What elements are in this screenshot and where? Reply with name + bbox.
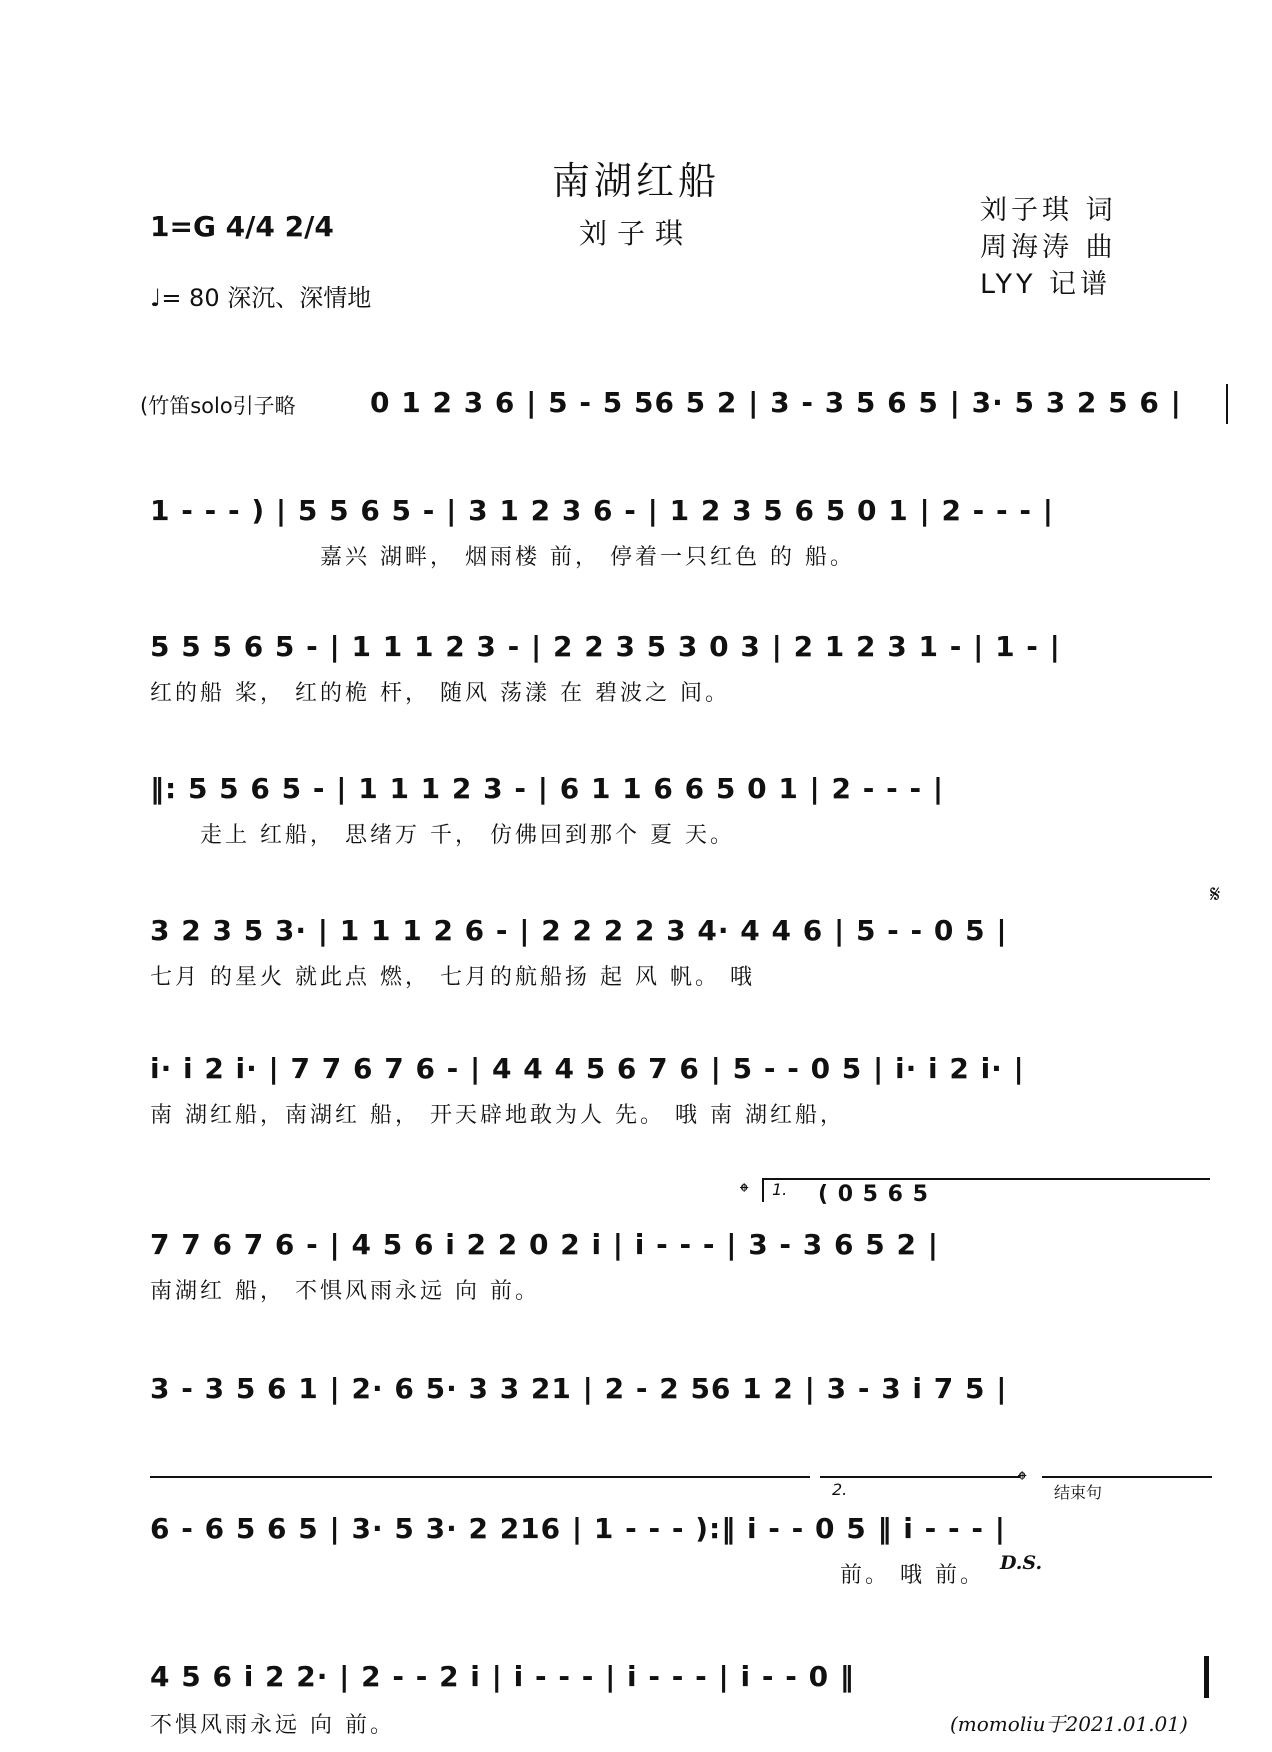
volta-1-number: 1. [772, 1180, 788, 1199]
ending-label: 结束句 [1054, 1483, 1103, 1502]
barline [1226, 384, 1228, 424]
coda-sign-2: 𝄌 [1018, 1466, 1027, 1494]
volta-1-bracket-start [762, 1178, 764, 1202]
credit-transcriber: LYY 记谱 [980, 269, 1112, 300]
system-3-notes: 5 5 5 6 5 - | 1 1 1 2 3 - | 2 2 3 5 3 0 3 | 2 1 2 3 1 - | 1 - | [150, 630, 1061, 663]
system-9-lyrics: 前。 哦 前。 [840, 1563, 985, 1588]
volta-1-fill: ( 0 5 6 5 [818, 1182, 929, 1207]
system-2-notes: 1 - - - ) | 5 5 6 5 - | 3 1 2 3 6 - | 1 2 3 5 6 5 0 1 | 2 - - - | [150, 494, 1055, 527]
coda-sign-1: 𝄌 [740, 1178, 749, 1206]
system-5-lyrics: 七月 的星火 就此点 燃， 七月的航船扬 起 风 帆。 哦 [150, 965, 755, 990]
system-9-notes: 6 - 6 5 6 5 | 3· 5 3· 2 216 | 1 - - - ):‖ i - - 0 5 ‖ i - - - | [150, 1512, 1006, 1545]
system-1-notes: 0 1 2 3 6 | 5 - 5 56 5 2 | 3 - 3 5 6 5 | 3· 5 3 2 5 6 | [370, 386, 1182, 419]
final-barline [1204, 1656, 1209, 1698]
system-10-notes: 4 5 6 i 2 2· | 2 - - 2 i | i - - - | i - - - | i - - 0 ‖ [150, 1660, 855, 1693]
system-3-lyrics: 红的船 桨， 红的桅 杆， 随风 荡漾 在 碧波之 间。 [150, 681, 730, 706]
tempo-marking: ♩= 80 深沉、深情地 [150, 284, 372, 312]
system-4-lyrics: 走上 红船， 思绪万 千， 仿佛回到那个 夏 天。 [200, 823, 735, 848]
signature-note: (momoliu于2021.01.01) [950, 1712, 1188, 1736]
system-7-notes: 7 7 6 7 6 - | 4 5 6 i 2 2 0 2 i | i - - - | 3 - 3 6 5 2 | [150, 1228, 939, 1261]
ending-bracket [1042, 1476, 1212, 1478]
volta-2-number: 2. [832, 1480, 848, 1499]
system-6-notes: i· i 2 i· | 7 7 6 7 6 - | 4 4 4 5 6 7 6 | 5 - - 0 5 | i· i 2 i· | [150, 1052, 1025, 1085]
volta-line [150, 1476, 810, 1478]
system-10-lyrics: 不惧风雨永远 向 前。 [150, 1713, 395, 1738]
key-signature: 1=G 4/4 2/4 [150, 210, 334, 243]
page-title: 南湖红船 [551, 159, 720, 203]
credit-composer: 周海涛 曲 [980, 232, 1117, 263]
system-8-notes: 3 - 3 5 6 1 | 2· 6 5· 3 3 21 | 2 - 2 56 1 2 | 3 - 3 i 7 5 | [150, 1372, 1008, 1405]
volta-2-bracket [820, 1476, 1020, 1478]
intro-label: (竹笛solo引子略 [140, 394, 296, 418]
system-6-lyrics: 南 湖红船，南湖红 船， 开天辟地敢为人 先。 哦 南 湖红船， [150, 1103, 845, 1128]
volta-1-bracket [762, 1178, 1210, 1180]
segno-sign: 𝄋 [1210, 880, 1221, 908]
system-4-notes: ‖: 5 5 6 5 - | 1 1 1 2 3 - | 6 1 1 6 6 5 0 1 | 2 - - - | [150, 772, 945, 805]
ds-marking: D.S. [1000, 1552, 1043, 1574]
singer-name: 刘子琪 [578, 217, 693, 250]
system-5-notes: 3 2 3 5 3· | 1 1 1 2 6 - | 2 2 2 2 3 4· 4 4 6 | 5 - - 0 5 | [150, 914, 1008, 947]
credit-lyricist: 刘子琪 词 [980, 195, 1117, 226]
system-2-lyrics: 嘉兴 湖畔， 烟雨楼 前， 停着一只红色 的 船。 [320, 545, 855, 570]
system-7-lyrics: 南湖红 船， 不惧风雨永远 向 前。 [150, 1279, 540, 1304]
